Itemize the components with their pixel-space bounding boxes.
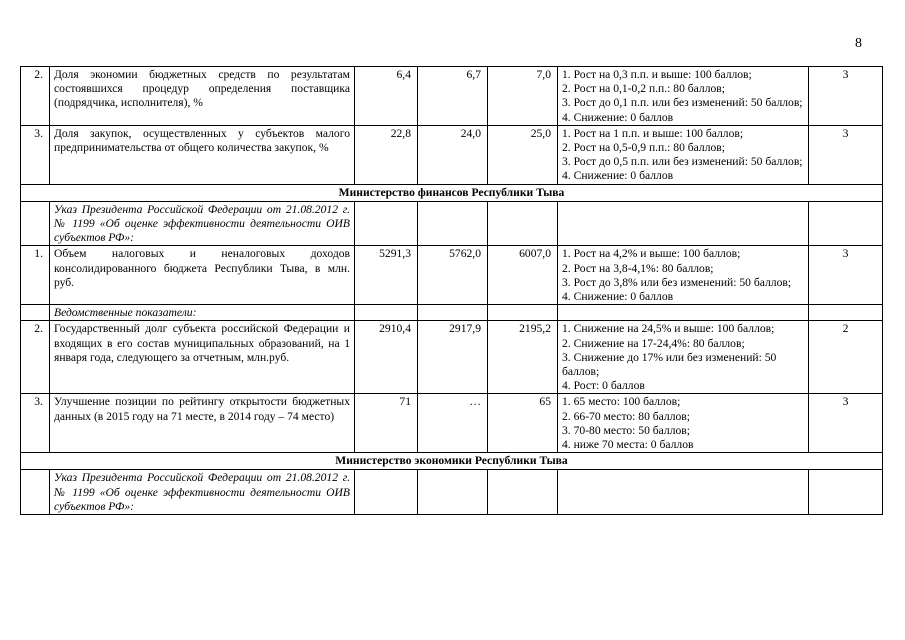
page-number: 8	[855, 36, 862, 51]
row-number: 1.	[21, 246, 50, 305]
value-year-3: 2195,2	[488, 321, 558, 394]
criteria-cell	[558, 125, 809, 184]
subheader-text: Ведомственные показатели:	[50, 305, 355, 321]
indicator-name: Улучшение позиции по рейтингу открытости бюджетных данных (в 2015 году на 71 месте, в 2014 году – 74 место)	[50, 394, 355, 453]
value-empty-2	[418, 470, 488, 515]
value-year-3: 7,0	[488, 67, 558, 126]
value-year-1: 22,8	[355, 125, 418, 184]
value-year-1: 6,4	[355, 67, 418, 126]
criteria-line: 2. 66-70 место: 80 баллов;	[562, 409, 690, 423]
value-year-1: 2910,4	[355, 321, 418, 394]
score: 3	[809, 246, 883, 305]
value-year-1: 5291,3	[355, 246, 418, 305]
criteria-line: 1. Рост на 0,3 п.п. и выше: 100 баллов;	[562, 68, 752, 81]
row-number-empty	[21, 470, 50, 515]
criteria-line: 1. Рост на 4,2% и выше: 100 баллов;	[562, 247, 741, 261]
row-number-empty	[21, 305, 50, 321]
score: 3	[809, 125, 883, 184]
criteria-line: 3. Снижение до 17% или без изменений: 50 баллов;	[562, 350, 777, 379]
criteria-line: 2. Рост на 3,8-4,1%: 80 баллов;	[562, 261, 714, 275]
criteria-line: 4. Снижение: 0 баллов	[562, 290, 674, 304]
table-row	[21, 125, 883, 184]
criteria-empty	[558, 201, 809, 246]
criteria-line: 2. Рост на 0,5-0,9 п.п.: 80 баллов;	[562, 141, 725, 155]
criteria-line: 4. Снижение: 0 баллов	[562, 110, 674, 124]
score-empty	[809, 201, 883, 246]
value-year-2: …	[418, 394, 488, 453]
value-year-3: 25,0	[488, 125, 558, 184]
value-empty-3	[488, 201, 558, 246]
score-empty	[809, 305, 883, 321]
value-year-3: 65	[488, 394, 558, 453]
subheader-text: Указ Президента Российской Федерации от 21.08.2012 г. № 1199 «Об оценке эффективности деятельности ОИВ субъектов РФ»:	[50, 470, 355, 515]
row-number-empty	[21, 201, 50, 246]
criteria-empty	[558, 470, 809, 515]
row-number: 3.	[21, 394, 50, 453]
table-row	[21, 246, 883, 305]
criteria-line: 3. 70-80 место: 50 баллов;	[562, 423, 690, 437]
score: 2	[809, 321, 883, 394]
section-title: Министерство финансов Республики Тыва	[21, 184, 883, 201]
value-year-2: 5762,0	[418, 246, 488, 305]
table-body	[21, 67, 883, 515]
criteria-line: 1. Снижение на 24,5% и выше: 100 баллов;	[562, 322, 775, 336]
value-year-3: 6007,0	[488, 246, 558, 305]
score-empty	[809, 470, 883, 515]
criteria-line: 3. Рост до 0,1 п.п. или без изменений: 50 баллов;	[562, 96, 803, 110]
criteria-cell	[558, 246, 809, 305]
criteria-cell	[558, 321, 809, 394]
subheader-text: Указ Президента Российской Федерации от 21.08.2012 г. № 1199 «Об оценке эффективности деятельности ОИВ субъектов РФ»:	[50, 201, 355, 246]
table-row	[21, 67, 883, 126]
value-empty-1	[355, 470, 418, 515]
row-number: 2.	[21, 67, 50, 126]
subheader-row	[21, 201, 883, 246]
criteria-empty	[558, 305, 809, 321]
value-empty-1	[355, 201, 418, 246]
value-empty-2	[418, 305, 488, 321]
value-empty-3	[488, 305, 558, 321]
criteria-line: 4. Снижение: 0 баллов	[562, 169, 674, 183]
criteria-line: 2. Снижение на 17-24,4%: 80 баллов;	[562, 336, 745, 350]
indicators-table	[20, 66, 883, 515]
section-header-row	[21, 453, 883, 470]
criteria-line: 2. Рост на 0,1-0,2 п.п.: 80 баллов;	[562, 82, 725, 96]
table-row	[21, 394, 883, 453]
subheader-row	[21, 305, 883, 321]
criteria-line: 4. Рост: 0 баллов	[562, 379, 645, 393]
indicator-name: Доля закупок, осуществленных у субъектов малого предпринимательства от общего количества закупок, %	[50, 125, 355, 184]
indicator-name: Государственный долг субъекта российской Федерации и входящих в его состав муниципальных образований, на 1 января года, следующего за отчетным, млн.руб.	[50, 321, 355, 394]
section-title: Министерство экономики Республики Тыва	[21, 453, 883, 470]
indicator-name: Доля экономии бюджетных средств по результатам состоявшихся процедур определения поставщика (подрядчика, исполнителя), %	[50, 67, 355, 126]
criteria-line: 1. Рост на 1 п.п. и выше: 100 баллов;	[562, 126, 744, 140]
value-year-1: 71	[355, 394, 418, 453]
row-number: 3.	[21, 125, 50, 184]
value-empty-3	[488, 470, 558, 515]
value-empty-2	[418, 201, 488, 246]
section-header-row	[21, 184, 883, 201]
value-year-2: 2917,9	[418, 321, 488, 394]
score: 3	[809, 67, 883, 126]
value-empty-1	[355, 305, 418, 321]
table-row	[21, 321, 883, 394]
criteria-line: 1. 65 место: 100 баллов;	[562, 395, 681, 409]
value-year-2: 6,7	[418, 67, 488, 126]
subheader-row	[21, 470, 883, 515]
criteria-cell	[558, 67, 809, 126]
criteria-line: 4. ниже 70 места: 0 баллов	[562, 438, 694, 452]
criteria-line: 3. Рост до 0,5 п.п. или без изменений: 50 баллов;	[562, 155, 803, 169]
indicator-name: Объем налоговых и неналоговых доходов консолидированного бюджета Республики Тыва, в млн. руб.	[50, 246, 355, 305]
row-number: 2.	[21, 321, 50, 394]
score: 3	[809, 394, 883, 453]
criteria-cell	[558, 394, 809, 453]
criteria-line: 3. Рост до 3,8% или без изменений: 50 баллов;	[562, 275, 792, 289]
value-year-2: 24,0	[418, 125, 488, 184]
